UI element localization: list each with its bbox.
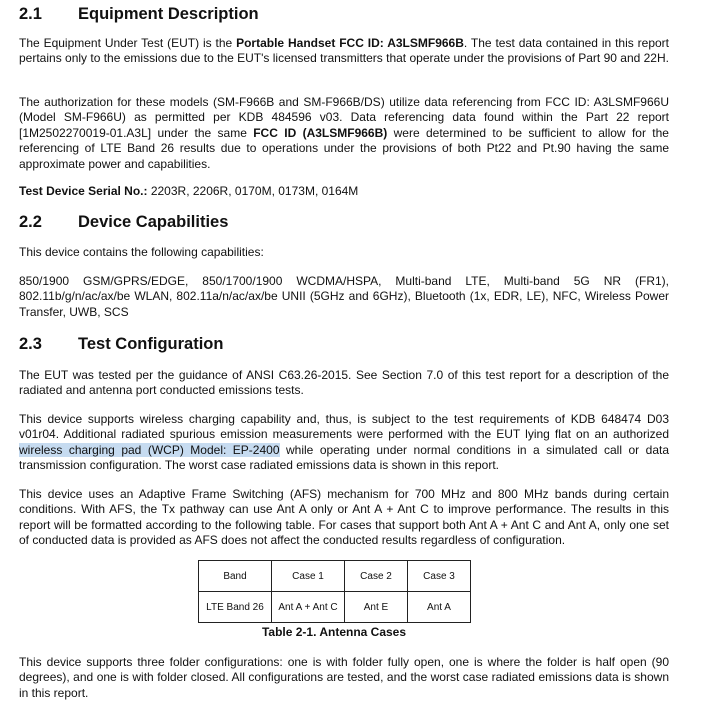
- table-header-cell: Case 1: [272, 561, 345, 592]
- test-guidance-paragraph: The EUT was tested per the guidance of ANSI C63.26-2015. See Section 7.0 of this test report for a description of the radiated and antenna port conducted emissions tests.: [19, 368, 669, 398]
- table-caption: Table 2-1. Antenna Cases: [261, 625, 407, 639]
- section-2-3-heading: [19, 334, 223, 354]
- fcc-id-bold: Portable Handset FCC ID: A3LSMF966B: [236, 36, 464, 50]
- serial-label: Test Device Serial No.:: [19, 184, 148, 198]
- table-row: [199, 592, 471, 623]
- text-run: The authorization for these models (SM-F966B and SM-F966B/DS) utilize data referencing from FCC ID: A3LSMF966U (Model SM-F966U) as permitted per KDB 484596 v03. Data referencing data found within the Part 22 report [1M2502270019-01.A3L] under the same: [19, 95, 669, 140]
- equipment-paragraph: [19, 36, 669, 67]
- text-run: while operating under normal conditions in a simulated call or data transmission configuration. The worst case radiated emissions data is shown in this report.: [19, 442, 669, 473]
- section-number: 2.1: [19, 5, 42, 23]
- serial-line: [19, 184, 669, 199]
- table-header-row: [199, 561, 471, 592]
- section-number: 2.2: [19, 213, 42, 231]
- text-run: were determined to be sufficient to allow for the referencing of LTE Band 26 results due to operations under the provisions of both Pt22 and Pt.90 having the same approximate power and capabilities.: [19, 125, 669, 171]
- authorization-paragraph: [19, 95, 669, 172]
- section-2-2-heading: [19, 212, 228, 232]
- table-cell: LTE Band 26: [199, 592, 272, 623]
- antenna-cases-table: [198, 560, 471, 623]
- table-cell: Ant A: [408, 592, 471, 623]
- table-header-cell: Band: [199, 561, 272, 592]
- folder-config-paragraph: This device supports three folder configurations: one is with folder fully open, one is where the folder is half open (90 degrees), and one is with folder closed. All configurations are tested, and the worst case radiated emissions data is shown in this report.: [19, 655, 669, 700]
- text-run: The Equipment Under Test (EUT) is the: [19, 36, 237, 50]
- capabilities-list: 850/1900 GSM/GPRS/EDGE, 850/1700/1900 WCDMA/HSPA, Multi-band LTE, Multi-band 5G NR (FR1), 802.11b/g/n/ac/ax/be WLAN, 802.11a/n/ac/ax/be UNII (5GHz and 6GHz), Bluetooth (1x, EDR, LE), NFC, Wireless Power Transfer, UWB, SCS: [19, 274, 669, 319]
- text-run: This device supports wireless charging capability and, thus, is subject to the test requirements of KDB 648474 D03 v01r04. Additional radiated spurious emission measurements were performed with the EUT lying flat on an authorized: [19, 412, 669, 442]
- section-title: Test Configuration: [78, 335, 224, 353]
- table-header-cell: Case 2: [345, 561, 408, 592]
- highlighted-text: wireless charging pad (WCP) Model: EP-2400: [19, 442, 280, 457]
- table-header-cell: Case 3: [408, 561, 471, 592]
- afs-paragraph: This device uses an Adaptive Frame Switching (AFS) mechanism for 700 MHz and 800 MHz bands during certain conditions. With AFS, the Tx pathway can use Ant A only or Ant A + Ant C to improve performance. The results in this report will be formatted according to the following table. For cases that support both Ant A + Ant C and Ant A, only one set of conducted data is provided as AFS does not affect the conducted results regardless of configuration.: [19, 487, 669, 548]
- section-title: Equipment Description: [78, 5, 259, 23]
- serial-value: 2203R, 2206R, 0170M, 0173M, 0164M: [147, 184, 359, 198]
- section-number: 2.3: [19, 335, 42, 353]
- table-cell: Ant E: [345, 592, 408, 623]
- wireless-charging-paragraph: [19, 412, 669, 474]
- table-cell: Ant A + Ant C: [272, 592, 345, 623]
- text-run: . The test data contained in this report pertains only to the emissions due to the EUT's licensed transmitters that operate under the provisions of Part 90 and 22H.: [19, 36, 670, 66]
- section-title: Device Capabilities: [78, 213, 229, 231]
- section-2-1-heading: [19, 4, 259, 24]
- fcc-id-bold: FCC ID (A3LSMF966B): [253, 125, 388, 140]
- capabilities-intro: This device contains the following capabilities:: [19, 245, 264, 259]
